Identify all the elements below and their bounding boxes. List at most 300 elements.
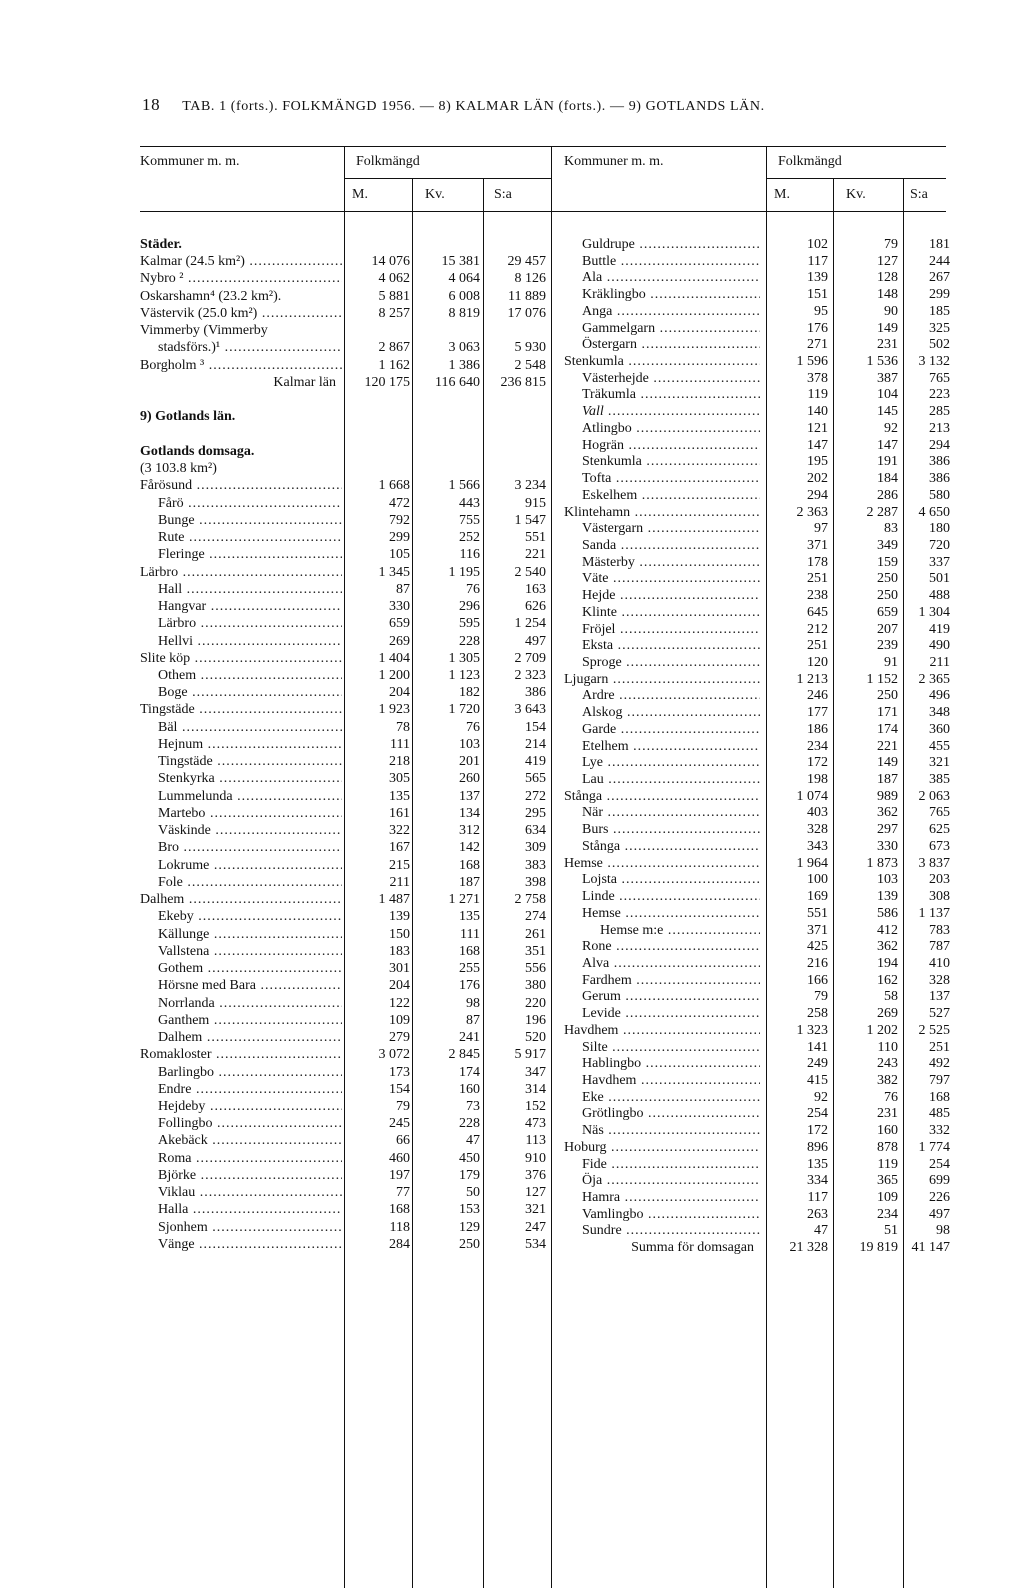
table-row <box>564 972 950 989</box>
table-row <box>140 960 546 977</box>
row-label: Roma ..... <box>158 1150 342 1167</box>
table-row <box>564 1122 950 1139</box>
cell-m: 97 <box>814 521 828 537</box>
cell-m: 154 <box>389 1081 410 1097</box>
cell-kv: 221 <box>877 738 898 754</box>
cell-sa: 98 <box>936 1223 950 1239</box>
cell-m: 216 <box>807 955 828 971</box>
cell-m: 212 <box>807 621 828 637</box>
cell-m: 117 <box>807 1190 828 1206</box>
cell-sa: 113 <box>525 1133 546 1149</box>
cell-m: 135 <box>389 788 410 804</box>
cell-m: 245 <box>389 1116 410 1132</box>
table-row <box>140 1064 546 1081</box>
row-label: Vall ..... <box>582 403 760 420</box>
cell-kv: 228 <box>459 1116 480 1132</box>
cell-sa: 386 <box>929 454 950 470</box>
table-row <box>140 943 546 960</box>
cell-m: 105 <box>389 547 410 563</box>
table-row <box>140 839 546 856</box>
table-row <box>140 408 546 425</box>
cell-sa: 765 <box>929 370 950 386</box>
cell-sa: 223 <box>929 387 950 403</box>
row-label: Gammelgarn ..... <box>582 320 760 337</box>
cell-kv: 250 <box>877 571 898 587</box>
cell-m: 659 <box>389 616 410 632</box>
cell-m: 1 964 <box>796 855 828 871</box>
cell-m: 167 <box>389 840 410 856</box>
cell-kv: 3 063 <box>448 340 480 356</box>
cell-kv: 659 <box>877 604 898 620</box>
row-label: Levide ..... <box>582 1005 760 1022</box>
table-top-rule <box>140 146 946 147</box>
cell-kv: 19 819 <box>859 1240 898 1256</box>
cell-sa: 11 889 <box>508 288 546 304</box>
col-sa-left: S:a <box>494 187 512 202</box>
cell-sa: 185 <box>929 303 950 319</box>
table-row <box>564 453 950 470</box>
table-row <box>140 1150 546 1167</box>
row-label: Gotlands domsaga. <box>140 443 255 459</box>
row-label: Ardre ..... <box>582 687 760 704</box>
cell-kv: 1 873 <box>866 855 898 871</box>
cell-sa: 496 <box>929 688 950 704</box>
cell-kv: 187 <box>459 874 480 890</box>
row-label: Hall ..... <box>158 581 342 598</box>
cell-sa: 181 <box>929 237 950 252</box>
cell-m: 176 <box>807 320 828 336</box>
cell-kv: 1 566 <box>448 478 480 494</box>
cell-m: 166 <box>807 972 828 988</box>
table-row <box>564 1005 950 1022</box>
row-label: Martebo ..... <box>158 805 342 822</box>
cell-kv: 174 <box>877 721 898 737</box>
cell-sa: 580 <box>929 487 950 503</box>
cell-kv: 4 064 <box>448 271 480 287</box>
table-row <box>140 1184 546 1201</box>
row-label: Vamlingbo ..... <box>582 1206 760 1223</box>
cell-kv: 191 <box>877 454 898 470</box>
cell-kv: 6 008 <box>448 288 480 304</box>
cell-kv: 1 720 <box>448 702 480 718</box>
cell-sa: 351 <box>525 943 546 959</box>
col-m-right: M. <box>774 187 790 202</box>
cell-m: 211 <box>389 874 410 890</box>
cell-kv: 176 <box>459 978 480 994</box>
cell-kv: 2 845 <box>448 1047 480 1063</box>
cell-kv: 134 <box>459 805 480 821</box>
cell-m: 238 <box>807 588 828 604</box>
cell-sa: 321 <box>525 1202 546 1218</box>
cell-m: 102 <box>807 237 828 252</box>
row-label: Guldrupe ..... <box>582 236 760 253</box>
cell-m: 198 <box>807 772 828 788</box>
table-row <box>564 1239 950 1256</box>
cell-m: 425 <box>807 939 828 955</box>
row-label: Burs ..... <box>582 821 760 838</box>
row-label: Follingbo ..... <box>158 1115 342 1132</box>
row-label: Fleringe ..... <box>158 546 342 563</box>
row-label: Lau ..... <box>582 771 760 788</box>
cell-kv: 1 271 <box>448 892 480 908</box>
cell-kv: 595 <box>459 616 480 632</box>
row-label: Lye ..... <box>582 754 760 771</box>
cell-m: 371 <box>807 537 828 553</box>
row-label: Sundre ..... <box>582 1222 760 1239</box>
row-label: Etelhem ..... <box>582 738 760 755</box>
row-label: Norrlanda ..... <box>158 995 342 1012</box>
cell-kv: 201 <box>459 754 480 770</box>
col-kv-right: Kv. <box>846 187 866 202</box>
subheader-rule-right <box>767 178 946 179</box>
table-row <box>140 926 546 943</box>
cell-sa: 41 147 <box>911 1240 950 1256</box>
cell-m: 135 <box>807 1156 828 1172</box>
cell-m: 1 200 <box>378 668 410 683</box>
row-label: Rute ..... <box>158 529 342 546</box>
cell-m: 79 <box>396 1099 410 1114</box>
table-row <box>564 1222 950 1239</box>
cell-m: 299 <box>389 530 410 546</box>
cell-sa: 347 <box>525 1064 546 1080</box>
cell-kv: 179 <box>459 1167 480 1183</box>
table-row <box>564 303 950 320</box>
row-label: Lärbro ..... <box>140 564 342 581</box>
cell-m: 147 <box>807 437 828 453</box>
cell-sa: 220 <box>525 995 546 1011</box>
table-row <box>140 701 546 718</box>
cell-m: 1 668 <box>378 478 410 494</box>
col-kommuner-left: Kommuner m. m. <box>140 154 240 169</box>
row-label: Hoburg ..... <box>564 1139 760 1156</box>
row-label: Björke ..... <box>158 1167 342 1184</box>
cell-sa: 490 <box>929 638 950 654</box>
cell-sa: 17 076 <box>507 305 546 321</box>
cell-m: 4 062 <box>378 271 410 287</box>
cell-kv: 878 <box>877 1139 898 1155</box>
row-label: Romakloster ..... <box>140 1046 342 1063</box>
cell-m: 77 <box>396 1185 410 1201</box>
row-label: Sjonhem ..... <box>158 1219 342 1236</box>
cell-m: 1 596 <box>796 354 828 370</box>
row-label: Lummelunda ..... <box>158 788 342 805</box>
row-label: Vimmerby (Vimmerby <box>140 323 268 339</box>
cell-m: 150 <box>389 926 410 942</box>
row-label: Sanda ..... <box>582 537 760 554</box>
table-row <box>140 374 546 391</box>
row-label: När ..... <box>582 804 760 821</box>
cell-m: 117 <box>807 253 828 269</box>
cell-m: 472 <box>389 495 410 511</box>
row-label: Dalhem ..... <box>140 891 342 908</box>
table-row <box>564 771 950 788</box>
table-row <box>140 477 546 494</box>
col-m-left: M. <box>352 187 368 202</box>
cell-sa: 455 <box>929 738 950 754</box>
cell-sa: 3 837 <box>918 855 950 871</box>
cell-m: 330 <box>389 599 410 615</box>
table-row <box>140 564 546 581</box>
table-row <box>140 995 546 1012</box>
cell-m: 378 <box>807 370 828 386</box>
cell-sa: 551 <box>525 530 546 546</box>
table-row <box>140 546 546 563</box>
table-row <box>140 426 546 443</box>
row-label: Rone ..... <box>582 938 760 955</box>
table-row <box>140 581 546 598</box>
table-row <box>564 236 950 253</box>
cell-sa: 910 <box>525 1150 546 1166</box>
row-label: Fårösund ..... <box>140 477 342 494</box>
table-row <box>140 1167 546 1184</box>
row-label: Väskinde ..... <box>158 822 342 839</box>
cell-m: 305 <box>389 771 410 787</box>
row-label: Hellvi ..... <box>158 633 342 650</box>
cell-kv: 187 <box>877 772 898 788</box>
table-row <box>564 988 950 1005</box>
cell-sa: 386 <box>929 471 950 487</box>
table-row <box>140 270 546 287</box>
table-row <box>564 804 950 821</box>
cell-sa: 272 <box>525 788 546 804</box>
cell-sa: 196 <box>525 1012 546 1028</box>
row-label: (3 103.8 km²) <box>140 461 217 477</box>
cell-sa: 2 525 <box>918 1022 950 1038</box>
table-row <box>140 719 546 736</box>
row-label: Barlingbo ..... <box>158 1064 342 1081</box>
table-row <box>564 938 950 955</box>
table-row <box>140 615 546 632</box>
cell-kv: 50 <box>466 1185 480 1201</box>
cell-kv: 250 <box>877 688 898 704</box>
cell-sa: 251 <box>929 1039 950 1055</box>
row-label: Endre ..... <box>158 1081 342 1098</box>
cell-kv: 755 <box>459 512 480 528</box>
cell-m: 343 <box>807 838 828 854</box>
table-row <box>564 1189 950 1206</box>
cell-m: 415 <box>807 1073 828 1088</box>
row-label: Ala ..... <box>582 269 760 286</box>
table-row <box>140 788 546 805</box>
table-row <box>140 1201 546 1218</box>
table-row <box>564 888 950 905</box>
cell-m: 301 <box>389 961 410 977</box>
cell-kv: 450 <box>459 1150 480 1166</box>
cell-kv: 76 <box>466 581 480 597</box>
cell-sa: 625 <box>929 822 950 838</box>
cell-m: 284 <box>389 1236 410 1252</box>
table-row <box>140 529 546 546</box>
cell-sa: 626 <box>525 599 546 615</box>
cell-kv: 241 <box>459 1030 480 1046</box>
row-label: Akebäck ..... <box>158 1132 342 1149</box>
table-row <box>564 1022 950 1039</box>
row-label: Sproge ..... <box>582 654 760 671</box>
cell-m: 1 323 <box>796 1022 828 1038</box>
row-label: Hablingbo ..... <box>582 1055 760 1072</box>
row-label: Tofta ..... <box>582 470 760 487</box>
cell-kv: 58 <box>884 989 898 1005</box>
table-row <box>140 1012 546 1029</box>
cell-kv: 76 <box>884 1089 898 1105</box>
cell-sa: 485 <box>929 1106 950 1122</box>
table-row <box>140 236 546 253</box>
cell-sa: 501 <box>929 571 950 587</box>
table-row <box>140 305 546 322</box>
cell-sa: 254 <box>929 1156 950 1172</box>
table-row <box>140 736 546 753</box>
cell-sa: 915 <box>525 495 546 511</box>
table-row <box>564 738 950 755</box>
row-label: Bäl ..... <box>158 719 342 736</box>
cell-kv: 103 <box>877 872 898 888</box>
table-row <box>140 891 546 908</box>
cell-sa: 1 304 <box>918 604 950 620</box>
cell-m: 371 <box>807 922 828 938</box>
cell-sa: 556 <box>525 961 546 977</box>
table-row <box>140 598 546 615</box>
row-label: Vänge ..... <box>158 1236 342 1253</box>
table-row <box>564 470 950 487</box>
table-row <box>564 537 950 554</box>
cell-sa: 5 930 <box>514 340 546 356</box>
cell-m: 279 <box>389 1030 410 1046</box>
cell-m: 14 076 <box>371 254 410 270</box>
cell-kv: 147 <box>877 437 898 453</box>
table-row <box>140 667 546 684</box>
cell-sa: 386 <box>525 685 546 701</box>
cell-sa: 398 <box>525 874 546 890</box>
cell-m: 21 328 <box>789 1240 828 1256</box>
cell-kv: 119 <box>877 1156 898 1172</box>
cell-m: 3 072 <box>378 1047 410 1063</box>
cell-m: 79 <box>814 989 828 1005</box>
cell-kv: 160 <box>877 1123 898 1139</box>
cell-m: 246 <box>807 688 828 704</box>
cell-kv: 269 <box>877 1006 898 1022</box>
cell-m: 186 <box>807 721 828 737</box>
table-row <box>140 1219 546 1236</box>
table-row <box>140 253 546 270</box>
cell-sa: 502 <box>929 337 950 353</box>
cell-kv: 168 <box>459 943 480 959</box>
table-row <box>564 487 950 504</box>
cell-kv: 127 <box>877 253 898 269</box>
cell-sa: 3 234 <box>514 478 546 494</box>
row-label: Stånga ..... <box>582 838 760 855</box>
cell-kv: 103 <box>459 736 480 752</box>
cell-sa: 213 <box>929 420 950 436</box>
cell-sa: 299 <box>929 287 950 303</box>
table-row <box>140 443 546 460</box>
cell-m: 645 <box>807 604 828 620</box>
table-row <box>564 821 950 838</box>
cell-sa: 2 540 <box>514 564 546 580</box>
cell-m: 204 <box>389 978 410 994</box>
table-row <box>564 704 950 721</box>
cell-m: 47 <box>814 1223 828 1239</box>
cell-m: 1 923 <box>378 702 410 718</box>
cell-m: 100 <box>807 872 828 888</box>
cell-m: 173 <box>389 1064 410 1080</box>
cell-sa: 285 <box>929 404 950 420</box>
cell-m: 111 <box>390 736 410 752</box>
table-row <box>140 495 546 512</box>
cell-m: 139 <box>807 270 828 286</box>
cell-sa: 314 <box>525 1081 546 1097</box>
row-label: Lärbro ..... <box>158 615 342 632</box>
cell-kv: 148 <box>877 287 898 303</box>
table-row <box>564 1156 950 1173</box>
table-row <box>564 1089 950 1106</box>
cell-m: 197 <box>389 1167 410 1183</box>
cell-sa: 765 <box>929 805 950 821</box>
row-label: Silte ..... <box>582 1039 760 1056</box>
row-label: Hejnum ..... <box>158 736 342 753</box>
row-label: Städer. <box>140 237 182 252</box>
cell-kv: 1 195 <box>448 564 480 580</box>
row-label: Källunge ..... <box>158 926 342 943</box>
row-label: stadsförs.)¹ ..... <box>158 339 342 356</box>
cell-sa: 180 <box>929 521 950 537</box>
cell-sa: 1 254 <box>514 616 546 632</box>
cell-sa: 3 643 <box>514 702 546 718</box>
cell-m: 1 213 <box>796 671 828 687</box>
row-label: Fide ..... <box>582 1156 760 1173</box>
row-label: Ljugarn ..... <box>564 671 760 688</box>
table-row <box>140 1115 546 1132</box>
table-row <box>140 322 546 339</box>
row-label: Summa för domsagan <box>631 1240 754 1256</box>
table-row <box>140 1046 546 1063</box>
cell-kv: 47 <box>466 1133 480 1149</box>
cell-sa: 221 <box>525 547 546 563</box>
row-label: Västerhejde ..... <box>582 370 760 387</box>
table-row <box>564 621 950 638</box>
row-label: Garde ..... <box>582 721 760 738</box>
cell-sa: 154 <box>525 719 546 735</box>
cell-sa: 127 <box>525 1185 546 1201</box>
row-label: Hemse m:e ..... <box>600 922 760 939</box>
cell-sa: 492 <box>929 1056 950 1072</box>
row-label: Västergarn ..... <box>582 520 760 537</box>
cell-kv: 168 <box>459 857 480 873</box>
cell-kv: 252 <box>459 530 480 546</box>
table-row <box>564 754 950 771</box>
cell-kv: 116 640 <box>435 374 480 390</box>
cell-sa: 294 <box>929 437 950 453</box>
cell-kv: 1 386 <box>448 357 480 373</box>
cell-sa: 321 <box>929 755 950 771</box>
cell-kv: 149 <box>877 755 898 771</box>
row-label: Tingstäde ..... <box>158 753 342 770</box>
cell-m: 119 <box>807 387 828 403</box>
cell-m: 322 <box>389 823 410 839</box>
cell-m: 120 <box>807 655 828 670</box>
cell-kv: 1 123 <box>448 668 480 683</box>
cell-kv: 297 <box>877 822 898 838</box>
cell-kv: 2 287 <box>866 504 898 520</box>
cell-kv: 142 <box>459 840 480 856</box>
table-row <box>564 336 950 353</box>
cell-sa: 5 917 <box>514 1047 546 1063</box>
cell-sa: 337 <box>929 554 950 570</box>
table-row <box>564 922 950 939</box>
cell-m: 1 074 <box>796 788 828 804</box>
cell-m: 139 <box>389 909 410 925</box>
cell-m: 258 <box>807 1006 828 1022</box>
cell-sa: 2 323 <box>514 668 546 683</box>
